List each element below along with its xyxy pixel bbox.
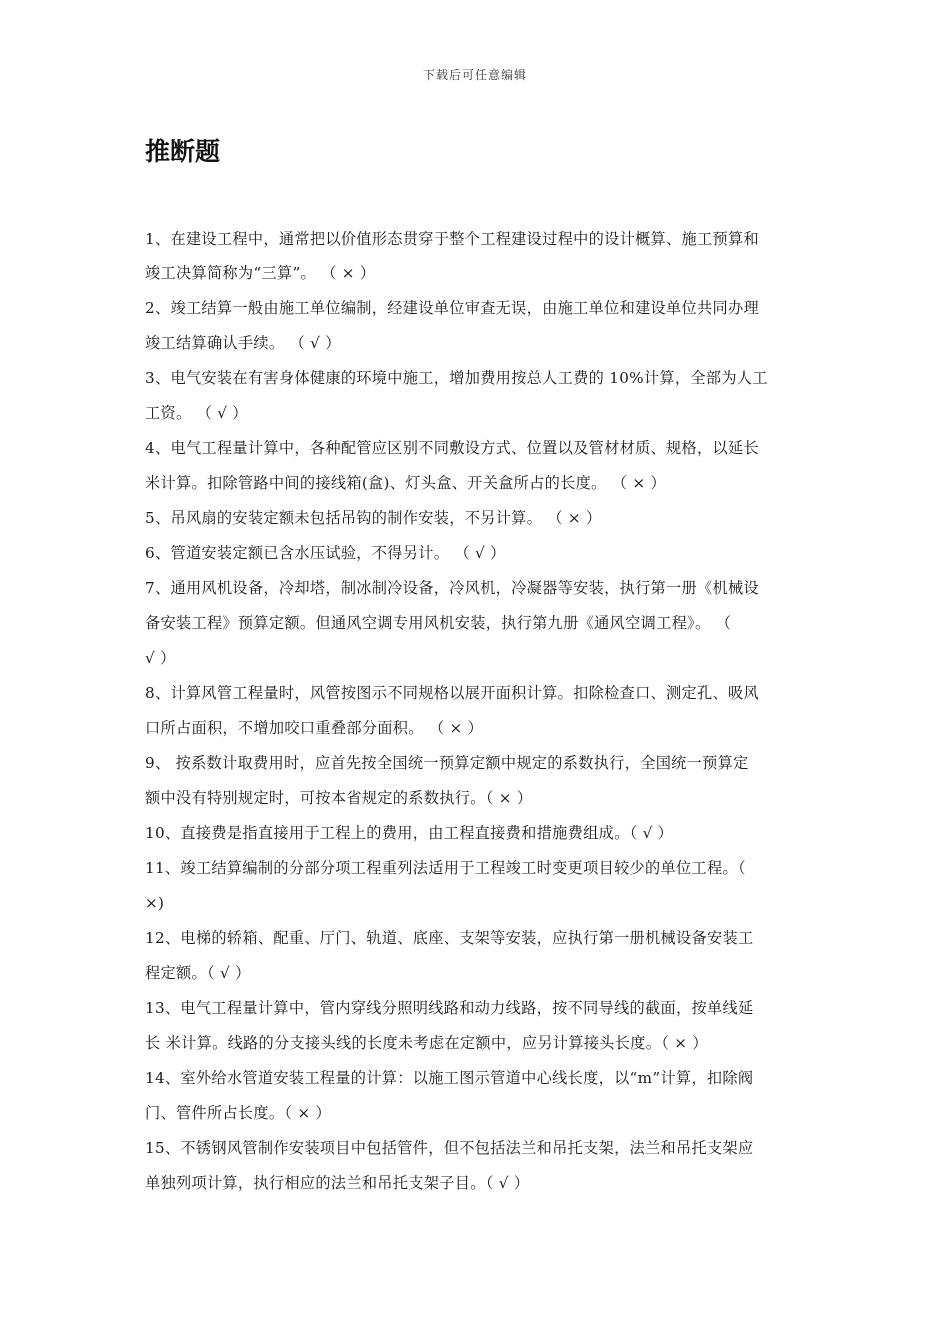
question-line: 备安装工程》预算定额。但通风空调专用风机安装，执行第九册《通风空调工程》。 （ [145, 614, 732, 632]
question-line: 1、在建设工程中，通常把以价值形态贯穿于整个工程建设过程中的设计概算、施工预算和 [145, 230, 759, 248]
question-line: ×) [145, 894, 165, 912]
question-line: 竣工决算简称为“三算”。 （ × ） [145, 264, 376, 282]
question-line: 3、电气安装在有害身体健康的环境中施工，增加费用按总人工费的 10%计算，全部为人工 [145, 369, 768, 387]
question-line: 米计算。扣除管路中间的接线箱(盒)、灯头盒、开关盒所占的长度。 （ × ） [145, 474, 666, 492]
question-line: 口所占面积，不增加咬口重叠部分面积。 （ × ） [145, 719, 484, 737]
header-note: 下载后可任意编辑 [422, 68, 527, 82]
question-line: √ ） [145, 649, 176, 667]
page-title: 推断题 [145, 137, 221, 166]
question-line: 9、 按系数计取费用时，应首先按全国统一预算定额中规定的系数执行，全国统一预算定 [145, 754, 749, 772]
question-line: 单独列项计算，执行相应的法兰和吊托支架子目。（ √ ） [145, 1174, 530, 1192]
question-line: 12、电梯的轿箱、配重、厅门、轨道、底座、支架等安装，应执行第一册机械设备安装工 [145, 929, 754, 947]
question-line: 2、竣工结算一般由施工单位编制，经建设单位审查无误，由施工单位和建设单位共同办理 [145, 299, 759, 317]
question-line: 15、不锈钢风管制作安装项目中包括管件，但不包括法兰和吊托支架，法兰和吊托支架应 [145, 1139, 754, 1157]
question-line: 额中没有特别规定时，可按本省规定的系数执行。（ × ） [145, 789, 533, 807]
question-line: 竣工结算确认手续。 （ √ ） [145, 334, 341, 352]
question-line: 7、通用风机设备，冷却塔，制冰制冷设备，冷风机，冷凝器等安装，执行第一册《机械设 [145, 579, 759, 597]
question-line: 8、计算风管工程量时，风管按图示不同规格以展开面积计算。扣除检查口、测定孔、吸风 [145, 684, 759, 702]
question-line: 长 米计算。线路的分支接头线的长度未考虑在定额中，应另计算接头长度。（ × ） [145, 1034, 708, 1052]
question-line: 程定额。（ √ ） [145, 964, 251, 982]
question-line: 11、竣工结算编制的分部分项工程重列法适用于工程竣工时变更项目较少的单位工程。（ [145, 859, 746, 877]
question-line: 5、吊风扇的安装定额未包括吊钩的制作安装，不另计算。 （ × ） [145, 509, 602, 527]
question-line: 13、电气工程量计算中，管内穿线分照明线路和动力线路，按不同导线的截面，按单线延 [145, 999, 754, 1017]
question-line: 4、电气工程量计算中，各种配管应区别不同敷设方式、位置以及管材材质、规格，以延长 [145, 439, 759, 457]
question-line: 门、管件所占长度。（ × ） [145, 1104, 332, 1122]
question-line: 14、室外给水管道安装工程量的计算：以施工图示管道中心线长度，以“m”计算，扣除阀 [145, 1069, 754, 1087]
question-line: 6、管道安装定额已含水压试验，不得另计。 （ √ ） [145, 544, 506, 562]
question-line: 工资。 （ √ ） [145, 404, 248, 422]
question-list [145, 222, 809, 1201]
question-line: 10、直接费是指直接用于工程上的费用，由工程直接费和措施费组成。（ √ ） [145, 824, 674, 842]
